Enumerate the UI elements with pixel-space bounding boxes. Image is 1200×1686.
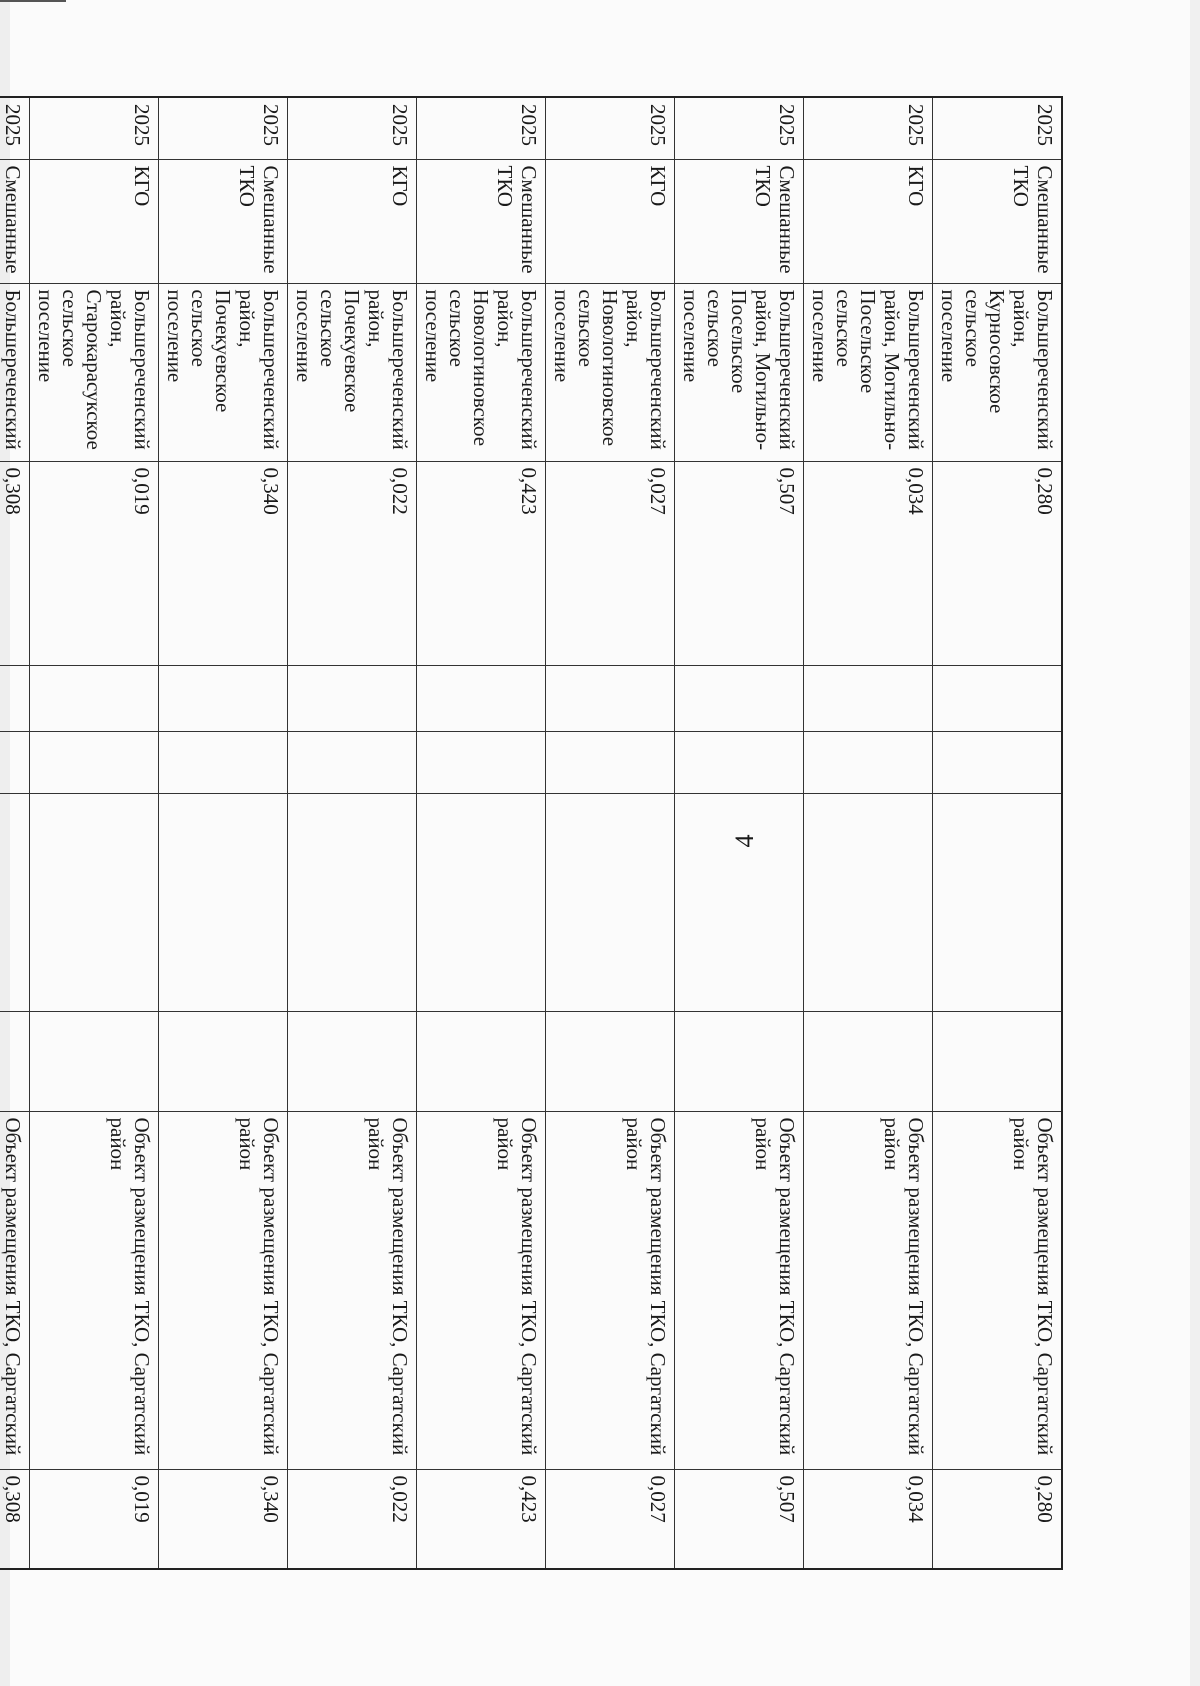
empty-cell <box>804 1011 933 1111</box>
empty-cell <box>804 731 933 793</box>
empty-cell <box>0 1011 30 1111</box>
table-row <box>804 97 933 1569</box>
source-location-cell: Большереченский район, Новологиновское сельское поселение <box>546 283 675 461</box>
table-row <box>933 97 1063 1569</box>
destination-cell: Объект размещения ТКО, Саргатский район <box>30 1111 159 1469</box>
page-number: 4 <box>730 834 759 848</box>
destination-cell: Объект размещения ТКО, Саргатский район <box>159 1111 288 1469</box>
waste-type-cell: Смешанные ТКО <box>159 159 288 283</box>
source-location-cell: Большереченский район, Почекуевское сельское поселение <box>288 283 417 461</box>
destination-volume-cell: 0,034 <box>804 1469 933 1569</box>
source-location-cell: Большереченский район, Курносовское сельское поселение <box>933 283 1063 461</box>
empty-cell <box>0 731 30 793</box>
destination-volume-cell: 0,022 <box>288 1469 417 1569</box>
source-location-cell: Большереченский район, Могильно-Посельское сельское поселение <box>804 283 933 461</box>
empty-cell <box>675 793 804 1011</box>
empty-cell <box>546 665 675 731</box>
volume-cell: 0,022 <box>288 461 417 665</box>
empty-cell <box>546 793 675 1011</box>
waste-type-cell: Смешанные ТКО <box>933 159 1063 283</box>
empty-cell <box>933 731 1063 793</box>
empty-cell <box>159 665 288 731</box>
table-row <box>675 97 804 1569</box>
destination-cell: Объект размещения ТКО, Саргатский район <box>933 1111 1063 1469</box>
year-cell: 2025 <box>804 97 933 159</box>
year-cell: 2025 <box>288 97 417 159</box>
empty-cell <box>30 1011 159 1111</box>
empty-cell <box>804 665 933 731</box>
destination-cell: Объект размещения ТКО, Саргатский район <box>804 1111 933 1469</box>
source-location-cell: Большереченский район, Старокарасукское сельское поселение <box>30 283 159 461</box>
destination-volume-cell: 0,423 <box>417 1469 546 1569</box>
source-location-cell: Большереченский <box>0 283 30 461</box>
waste-type-cell: Смешанные <box>0 159 30 283</box>
table-row <box>159 97 288 1569</box>
waste-type-cell: КГО <box>546 159 675 283</box>
table-row <box>417 97 546 1569</box>
waste-type-cell: Смешанные ТКО <box>417 159 546 283</box>
empty-cell <box>675 731 804 793</box>
destination-cell: Объект размещения ТКО, Саргатский район <box>417 1111 546 1469</box>
year-cell: 2025 <box>546 97 675 159</box>
empty-cell <box>30 793 159 1011</box>
destination-volume-cell: 0,280 <box>933 1469 1063 1569</box>
empty-cell <box>417 731 546 793</box>
year-cell: 2025 <box>30 97 159 159</box>
table-row <box>30 97 159 1569</box>
empty-cell <box>288 731 417 793</box>
source-location-cell: Большереченский район, Новологиновское сельское поселение <box>417 283 546 461</box>
empty-cell <box>675 665 804 731</box>
scan-corner-mark <box>0 0 66 2</box>
empty-cell <box>0 665 30 731</box>
empty-cell <box>546 1011 675 1111</box>
volume-cell: 0,280 <box>933 461 1063 665</box>
empty-cell <box>288 793 417 1011</box>
destination-volume-cell: 0,308 <box>0 1469 30 1569</box>
volume-cell: 0,027 <box>546 461 675 665</box>
destination-cell: Объект размещения ТКО, Саргатский район <box>675 1111 804 1469</box>
year-cell: 2025 <box>159 97 288 159</box>
destination-cell: Объект размещения ТКО, Саргатский <box>0 1111 30 1469</box>
empty-cell <box>288 665 417 731</box>
waste-type-cell: КГО <box>804 159 933 283</box>
year-cell: 2025 <box>933 97 1063 159</box>
empty-cell <box>675 1011 804 1111</box>
source-location-cell: Большереченский район, Могильно-Посельское сельское поселение <box>675 283 804 461</box>
destination-volume-cell: 0,019 <box>30 1469 159 1569</box>
year-cell: 2025 <box>417 97 546 159</box>
empty-cell <box>933 665 1063 731</box>
empty-cell <box>933 793 1063 1011</box>
empty-cell <box>30 665 159 731</box>
volume-cell: 0,507 <box>675 461 804 665</box>
empty-cell <box>417 665 546 731</box>
waste-type-cell: КГО <box>288 159 417 283</box>
empty-cell <box>159 1011 288 1111</box>
volume-cell: 0,034 <box>804 461 933 665</box>
year-cell: 2025 <box>0 97 30 159</box>
volume-cell: 0,423 <box>417 461 546 665</box>
destination-volume-cell: 0,027 <box>546 1469 675 1569</box>
volume-cell: 0,308 <box>0 461 30 665</box>
empty-cell <box>804 793 933 1011</box>
table-row <box>546 97 675 1569</box>
destination-cell: Объект размещения ТКО, Саргатский район <box>288 1111 417 1469</box>
waste-type-cell: Смешанные ТКО <box>675 159 804 283</box>
volume-cell: 0,019 <box>30 461 159 665</box>
empty-cell <box>159 793 288 1011</box>
empty-cell <box>30 731 159 793</box>
destination-cell: Объект размещения ТКО, Саргатский район <box>546 1111 675 1469</box>
empty-cell <box>933 1011 1063 1111</box>
empty-cell <box>159 731 288 793</box>
volume-cell: 0,340 <box>159 461 288 665</box>
empty-cell <box>288 1011 417 1111</box>
empty-cell <box>417 793 546 1011</box>
destination-volume-cell: 0,507 <box>675 1469 804 1569</box>
destination-volume-cell: 0,340 <box>159 1469 288 1569</box>
empty-cell <box>417 1011 546 1111</box>
year-cell: 2025 <box>675 97 804 159</box>
empty-cell <box>546 731 675 793</box>
rotated-table-container <box>1 96 1063 1568</box>
waste-type-cell: КГО <box>30 159 159 283</box>
scan-edge-right <box>1190 0 1200 1686</box>
source-location-cell: Большереченский район, Почекуевское сельское поселение <box>159 283 288 461</box>
empty-cell <box>0 793 30 1011</box>
table-row <box>288 97 417 1569</box>
table-row <box>0 97 30 1569</box>
waste-flow-table <box>0 96 1063 1570</box>
